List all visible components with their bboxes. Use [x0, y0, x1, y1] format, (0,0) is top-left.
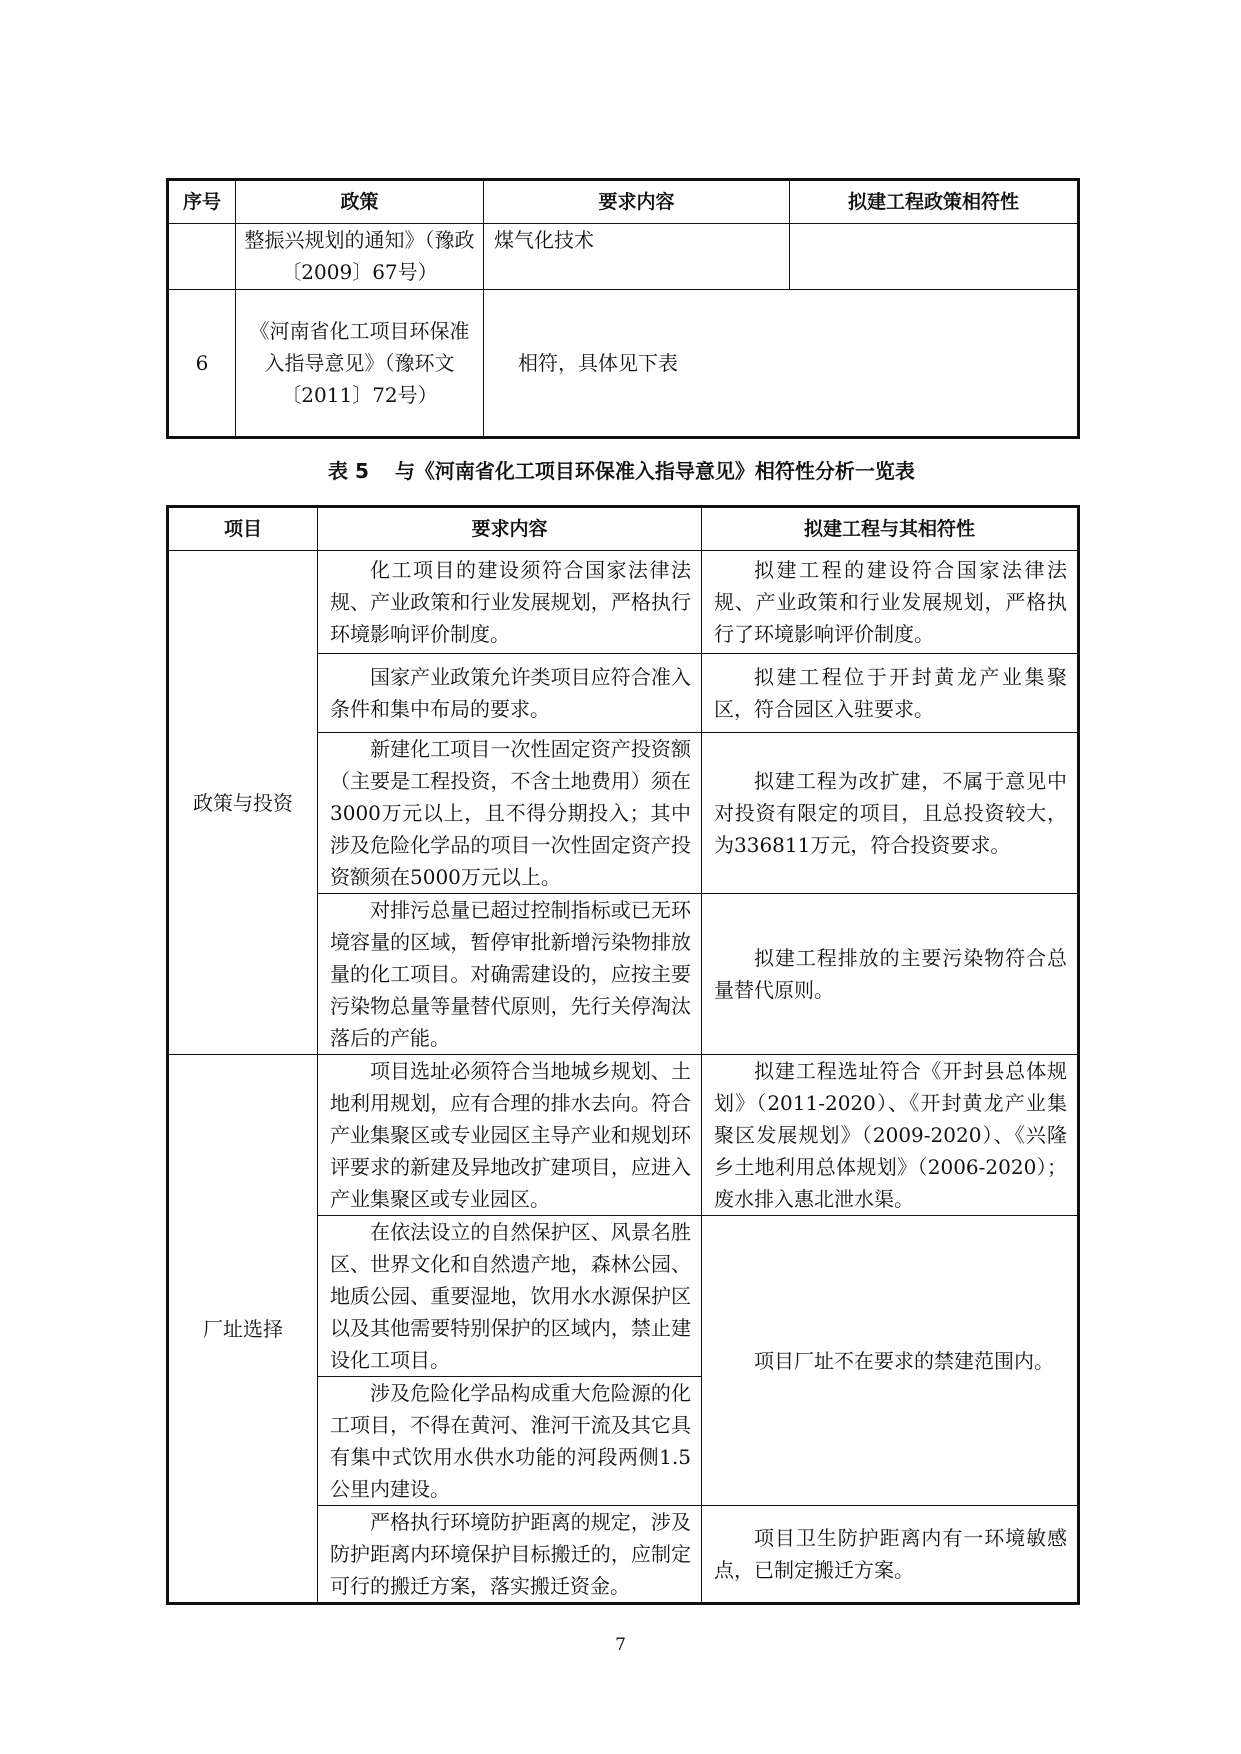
compliance-cell: 项目卫生防护距离内有一环境敏感点，已制定搬迁方案。 — [702, 1506, 1079, 1604]
requirement-cell: 严格执行环境防护距离的规定，涉及防护距离内环境保护目标搬迁的，应制定可行的搬迁方案，落实搬迁资金。 — [318, 1506, 702, 1604]
caption-label: 表 5 — [328, 459, 369, 483]
caption-title: 与《河南省化工项目环保准入指导意见》相符性分析一览表 — [394, 459, 915, 483]
header-policy: 政策 — [236, 180, 484, 224]
requirement-cell: 国家产业政策允许类项目应符合准入条件和集中布局的要求。 — [318, 654, 702, 733]
group-label-policy-investment: 政策与投资 — [168, 551, 318, 1055]
compliance-cell: 拟建工程为改扩建，不属于意见中对投资有限定的项目，且总投资较大，为336811万元，符合投资要求。 — [702, 733, 1079, 894]
row-index: 6 — [168, 290, 236, 438]
compliance-cell: 拟建工程位于开封黄龙产业集聚区，符合园区入驻要求。 — [702, 654, 1079, 733]
requirement-cell: 涉及危险化学品构成重大危险源的化工项目，不得在黄河、淮河干流及其它具有集中式饮用水供水功能的河段两侧1.5公里内建设。 — [318, 1377, 702, 1506]
compliance-cell: 项目厂址不在要求的禁建范围内。 — [702, 1216, 1079, 1506]
compliance-analysis-table — [166, 505, 1080, 1605]
header-requirement: 要求内容 — [484, 180, 790, 224]
compliance-cell: 拟建工程排放的主要污染物符合总量替代原则。 — [702, 894, 1079, 1055]
compliance-cell: 拟建工程选址符合《开封县总体规划》（2011-2020）、《开封黄龙产业集聚区发展规划》（2009-2020）、《兴隆乡土地利用总体规划》（2006-2020）；废水排入惠北泄水渠。 — [702, 1055, 1079, 1216]
policy-table-continued — [166, 178, 1080, 439]
table-header-row — [168, 180, 1079, 224]
header-compliance: 拟建工程与其相符性 — [702, 507, 1079, 551]
table-row — [168, 551, 1079, 654]
row-requirement: 煤气化技术 — [484, 224, 790, 290]
group-label-site-selection: 厂址选择 — [168, 1055, 318, 1604]
table-row — [168, 1055, 1079, 1216]
requirement-cell: 化工项目的建设须符合国家法律法规、产业政策和行业发展规划，严格执行环境影响评价制度。 — [318, 551, 702, 654]
table-caption — [166, 455, 1077, 484]
row-policy: 《河南省化工项目环保准入指导意见》（豫环文〔2011〕72号） — [236, 290, 484, 438]
row-compliance-merged: 相符，具体见下表 — [484, 290, 1079, 438]
page-number: 7 — [615, 1635, 626, 1655]
table-row — [168, 290, 1079, 438]
row-compliance — [790, 224, 1079, 290]
table-row — [168, 224, 1079, 290]
table-header-row — [168, 507, 1079, 551]
compliance-cell: 拟建工程的建设符合国家法律法规、产业政策和行业发展规划，严格执行了环境影响评价制度。 — [702, 551, 1079, 654]
header-compliance: 拟建工程政策相符性 — [790, 180, 1079, 224]
header-index: 序号 — [168, 180, 236, 224]
requirement-cell: 新建化工项目一次性固定资产投资额（主要是工程投资，不含土地费用）须在3000万元以上，且不得分期投入；其中涉及危险化学品的项目一次性固定资产投资额须在5000万元以上。 — [318, 733, 702, 894]
requirement-cell: 在依法设立的自然保护区、风景名胜区、世界文化和自然遗产地，森林公园、地质公园、重要湿地，饮用水水源保护区以及其他需要特别保护的区域内，禁止建设化工项目。 — [318, 1216, 702, 1377]
requirement-cell: 对排污总量已超过控制指标或已无环境容量的区域，暂停审批新增污染物排放量的化工项目。对确需建设的，应按主要污染物总量等量替代原则，先行关停淘汰落后的产能。 — [318, 894, 702, 1055]
header-item: 项目 — [168, 507, 318, 551]
header-requirement: 要求内容 — [318, 507, 702, 551]
row-index — [168, 224, 236, 290]
row-policy: 整振兴规划的通知》（豫政〔2009〕67号） — [236, 224, 484, 290]
requirement-cell: 项目选址必须符合当地城乡规划、土地利用规划，应有合理的排水去向。符合产业集聚区或专业园区主导产业和规划环评要求的新建及异地改扩建项目，应进入产业集聚区或专业园区。 — [318, 1055, 702, 1216]
